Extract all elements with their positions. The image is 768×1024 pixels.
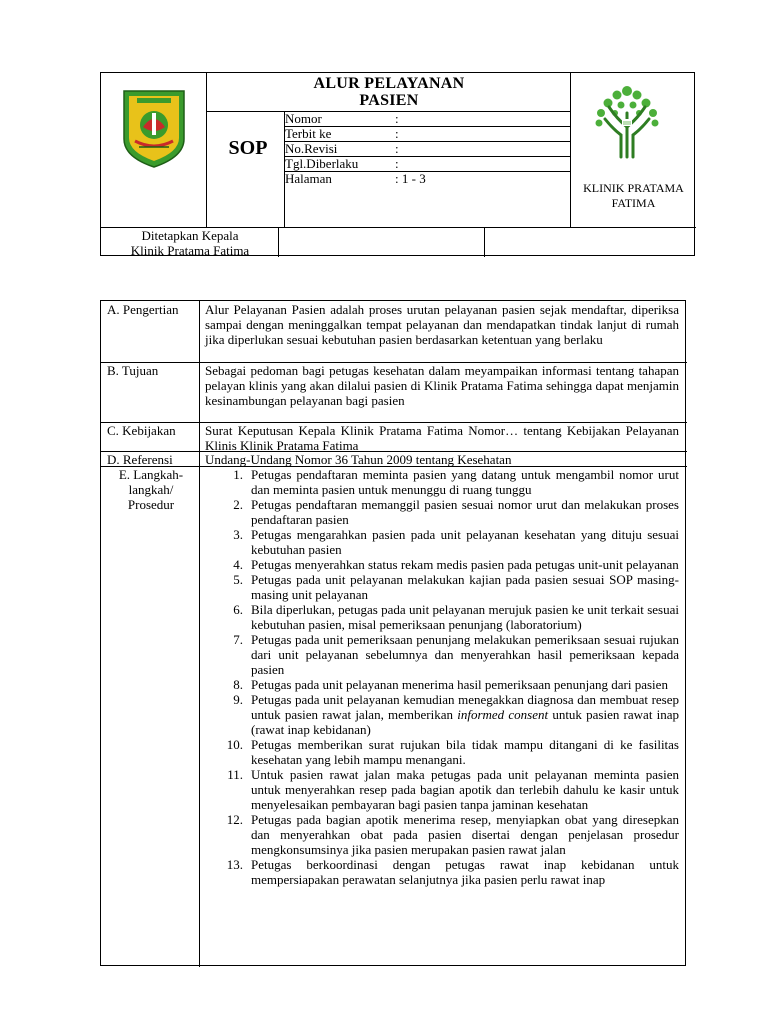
step-number: 1. <box>233 467 243 482</box>
list-item <box>205 737 679 767</box>
list-item <box>205 812 679 857</box>
step-text: Petugas menyerahkan status rekam medis pasien pada petugas unit-unit pelayanan <box>251 557 679 572</box>
label-prosedur <box>105 467 197 512</box>
step-number: 7. <box>233 632 243 647</box>
step-text <box>251 692 679 737</box>
step-number: 8. <box>233 677 243 692</box>
clinic-name <box>571 181 696 211</box>
meta-key: Halaman <box>285 171 332 186</box>
list-item <box>205 857 679 887</box>
step-text: Bila diperlukan, petugas pada unit pelayanan merujuk pasien ke unit terkait sesuai kebutuhan pasien, misal pemeriksaan penunjang (laboratorium) <box>251 602 679 632</box>
step-number: 11. <box>227 767 243 782</box>
text-kebijakan: Surat Keputusan Kepala Klinik Pratama Fatima Nomor… tentang Kebijakan Pelayanan Klinis Klinik Pratama Fatima <box>205 423 679 453</box>
meta-key: Tgl.Diberlaku <box>285 156 359 171</box>
title-line-2: PASIEN <box>359 92 419 109</box>
step-number: 4. <box>233 557 243 572</box>
step-text-part: Petugas pada unit pelayanan kemudian menegakkan diagnosa dan membuat resep untuk pasien rawat jalan, memberikan <box>251 692 679 722</box>
label-referensi: D. Referensi <box>107 452 173 467</box>
text-pengertian: Alur Pelayanan Pasien adalah proses urutan pelayanan pasien sejak mendaftar, diperiksa sampai dengan meninggalkan tempat pelayanan dan mendapatkan tindak lanjut di rumah jika diperlukan sesuai kebutuhan pasien berdasarkan ketentuan yang berlaku <box>205 302 679 347</box>
step-number: 10. <box>226 737 243 752</box>
step-number: 12. <box>226 812 243 827</box>
meta-value: : <box>395 126 399 141</box>
meta-value: : 1 - 3 <box>395 171 426 186</box>
title-line-1: ALUR PELAYANAN <box>313 75 465 92</box>
body-divider <box>199 301 200 967</box>
document-title <box>207 73 571 111</box>
step-text: Petugas mengarahkan pasien pada unit pelayanan kesehatan yang dituju sesuai kebutuhan pasien <box>251 527 679 557</box>
list-item <box>205 497 679 527</box>
label-prosedur-line-3: Prosedur <box>127 497 175 512</box>
list-item <box>205 677 679 692</box>
step-text: Petugas pendaftaran memanggil pasien sesuai nomor urut dan melakukan proses pendaftaran pasien <box>251 497 679 527</box>
label-pengertian: A. Pengertian <box>107 302 179 317</box>
list-item <box>205 692 679 737</box>
meta-row-terbit <box>285 126 571 141</box>
step-text-part: untuk pasien rawat inap (rawat inap kebidanan) <box>251 707 680 737</box>
sop-label: SOP <box>228 137 268 159</box>
meta-row-tgl <box>285 156 571 171</box>
clinic-name-line-2: FATIMA <box>611 196 656 210</box>
step-text: Petugas pada unit pelayanan menerima hasil pemeriksaan penunjang dari pasien <box>251 677 668 692</box>
step-number: 9. <box>233 692 243 707</box>
text-referensi: Undang-Undang Nomor 36 Tahun 2009 tentang Kesehatan <box>205 452 512 467</box>
label-prosedur-line-2: langkah/ <box>128 482 174 497</box>
step-text: Petugas pada unit pemeriksaan penunjang melakukan pemeriksaan sesuai rujukan dari unit pelayanan sebelumnya dan menyerahkan hasil pemeriksaan kepada pasien <box>251 632 679 677</box>
meta-row-halaman <box>285 171 571 186</box>
step-text: Untuk pasien rawat jalan maka petugas pada unit pelayanan meminta pasien untuk menyerahkan resep pada bagian apotik dan terlebih dahulu ke kasir untuk menyelesaikan pembayaran bagi pasien tanpa jaminan kesehatan <box>251 767 679 812</box>
step-number: 3. <box>233 527 243 542</box>
step-text-italic: informed consent <box>457 707 549 722</box>
list-item <box>205 632 679 677</box>
step-number: 6. <box>233 602 243 617</box>
step-number: 13. <box>226 857 243 872</box>
ditetapkan-line-1: Ditetapkan Kepala <box>141 228 239 243</box>
list-item <box>205 527 679 557</box>
clinic-tree-logo <box>591 83 663 159</box>
list-item <box>205 467 679 497</box>
sop-body-table <box>100 300 686 966</box>
meta-row-nomor <box>285 111 571 126</box>
regency-emblem-logo <box>121 87 187 169</box>
list-item <box>205 767 679 812</box>
step-text: Petugas berkoordinasi dengan petugas rawat inap kebidanan untuk mempersiapakan perawatan selanjutnya jika pasien perlu rawat inap <box>251 857 679 887</box>
step-number: 5. <box>233 572 243 587</box>
meta-row-revisi <box>285 141 571 156</box>
label-tujuan: B. Tujuan <box>107 363 159 378</box>
label-kebijakan: C. Kebijakan <box>107 423 176 438</box>
ditetapkan-label <box>101 227 279 258</box>
label-prosedur-line-1: E. Langkah- <box>118 467 184 482</box>
header-divider <box>484 227 485 257</box>
procedure-steps-list <box>205 467 679 887</box>
meta-key: Nomor <box>285 111 322 126</box>
step-text: Petugas pada unit pelayanan melakukan kajian pada pasien sesuai SOP masing-masing unit pelayanan <box>251 572 679 602</box>
step-number: 2. <box>233 497 243 512</box>
step-text: Petugas memberikan surat rujukan bila tidak mampu ditangani di ke fasilitas kesehatan yang lebih mampu menangani. <box>251 737 679 767</box>
step-text: Petugas pada bagian apotik menerima resep, menyiapkan obat yang diresepkan dan menyerahkan obat pada pasien disertai dengan penjelasan prosedur mengkonsumsinya jika pasien merupakan pasien rawat jalan <box>251 812 679 857</box>
meta-key: Terbit ke <box>285 126 332 141</box>
ditetapkan-line-2: Klinik Pratama Fatima <box>130 243 250 258</box>
clinic-name-line-1: KLINIK PRATAMA <box>583 181 684 195</box>
list-item <box>205 572 679 602</box>
meta-key: No.Revisi <box>285 141 338 156</box>
meta-value: : <box>395 111 399 126</box>
step-text: Petugas pendaftaran meminta pasien yang datang untuk mengambil nomor urut dan meminta pasien untuk menunggu di ruang tunggu <box>251 467 679 497</box>
sop-header-table <box>100 72 695 256</box>
text-tujuan: Sebagai pedoman bagi petugas kesehatan dalam meyampaikan informasi tentang tahapan pelayan klinis yang akan dilalui pasien di Klinik Pratama Fatima sehingga dapat menjamin kesinambungan pelayanan bagi pasien <box>205 363 679 408</box>
meta-value: : <box>395 156 399 171</box>
list-item <box>205 557 679 572</box>
list-item <box>205 602 679 632</box>
meta-value: : <box>395 141 399 156</box>
